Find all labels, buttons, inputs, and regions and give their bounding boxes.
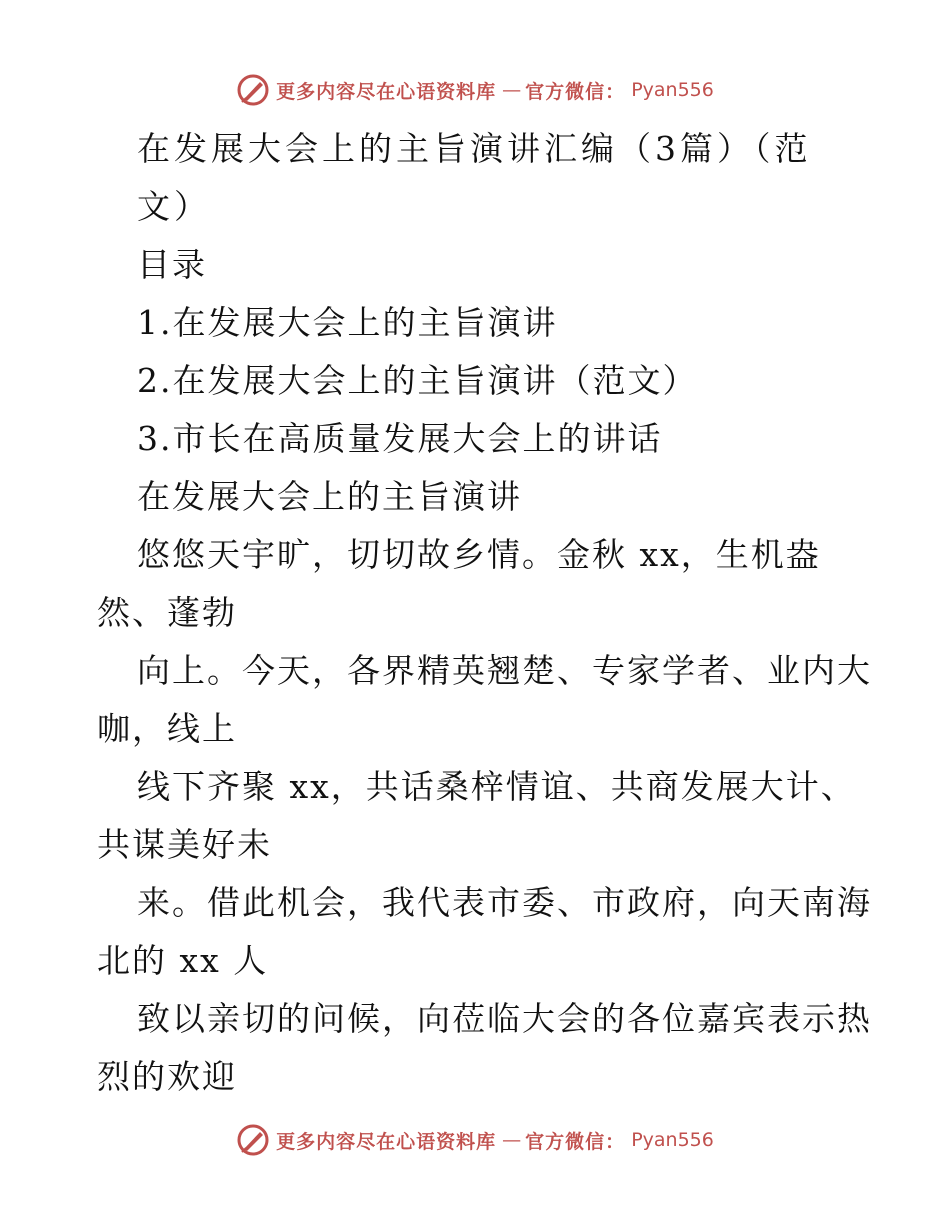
watermark-contact-id: Pyan556 (631, 79, 714, 101)
paragraph-line: 致以亲切的问候，向莅临大会的各位嘉宾表示热 (137, 999, 872, 1038)
footer-watermark (0, 1120, 950, 1160)
document-title-line-1: 在发展大会上的主旨演讲汇编（3篇）（范 (137, 129, 812, 168)
paragraph-line: 北的 xx 人 (97, 941, 269, 980)
quill-logo-icon (236, 1123, 270, 1157)
quill-logo-icon (236, 73, 270, 107)
watermark-brand-text: 更多内容尽在心语资料库 (276, 80, 497, 103)
paragraph-line: 来。借此机会，我代表市委、市政府，向天南海 (137, 883, 872, 922)
paragraph-line: 悠悠天宇旷，切切故乡情。金秋 xx，生机盎 (137, 535, 821, 574)
watermark-dash: — (502, 1129, 520, 1151)
header-watermark (0, 70, 950, 110)
watermark-contact-id: Pyan556 (631, 1129, 714, 1151)
paragraph-line: 线下齐聚 xx，共话桑梓情谊、共商发展大计、 (137, 767, 856, 806)
paragraph-line: 共谋美好未 (97, 825, 272, 864)
document-title-line-2: 文） (137, 187, 211, 226)
watermark-contact-label: 官方微信： (525, 80, 626, 103)
watermark-contact-label: 官方微信： (525, 1130, 626, 1153)
document-body (97, 120, 872, 1106)
toc-item-2: 2.在发展大会上的主旨演讲（范文） (137, 361, 698, 400)
toc-item-3: 3.市长在高质量发展大会上的讲话 (137, 419, 663, 458)
paragraph-line: 向上。今天，各界精英翘楚、专家学者、业内大 (137, 651, 872, 690)
toc-item-1: 1.在发展大会上的主旨演讲 (137, 303, 558, 342)
section-title: 在发展大会上的主旨演讲 (137, 477, 522, 516)
paragraph-line: 烈的欢迎 (97, 1057, 237, 1096)
watermark-dash: — (502, 79, 520, 101)
paragraph-line: 然、蓬勃 (97, 593, 237, 632)
toc-heading: 目录 (137, 245, 207, 284)
watermark-brand-text: 更多内容尽在心语资料库 (276, 1130, 497, 1153)
paragraph-line: 咖，线上 (97, 709, 237, 748)
